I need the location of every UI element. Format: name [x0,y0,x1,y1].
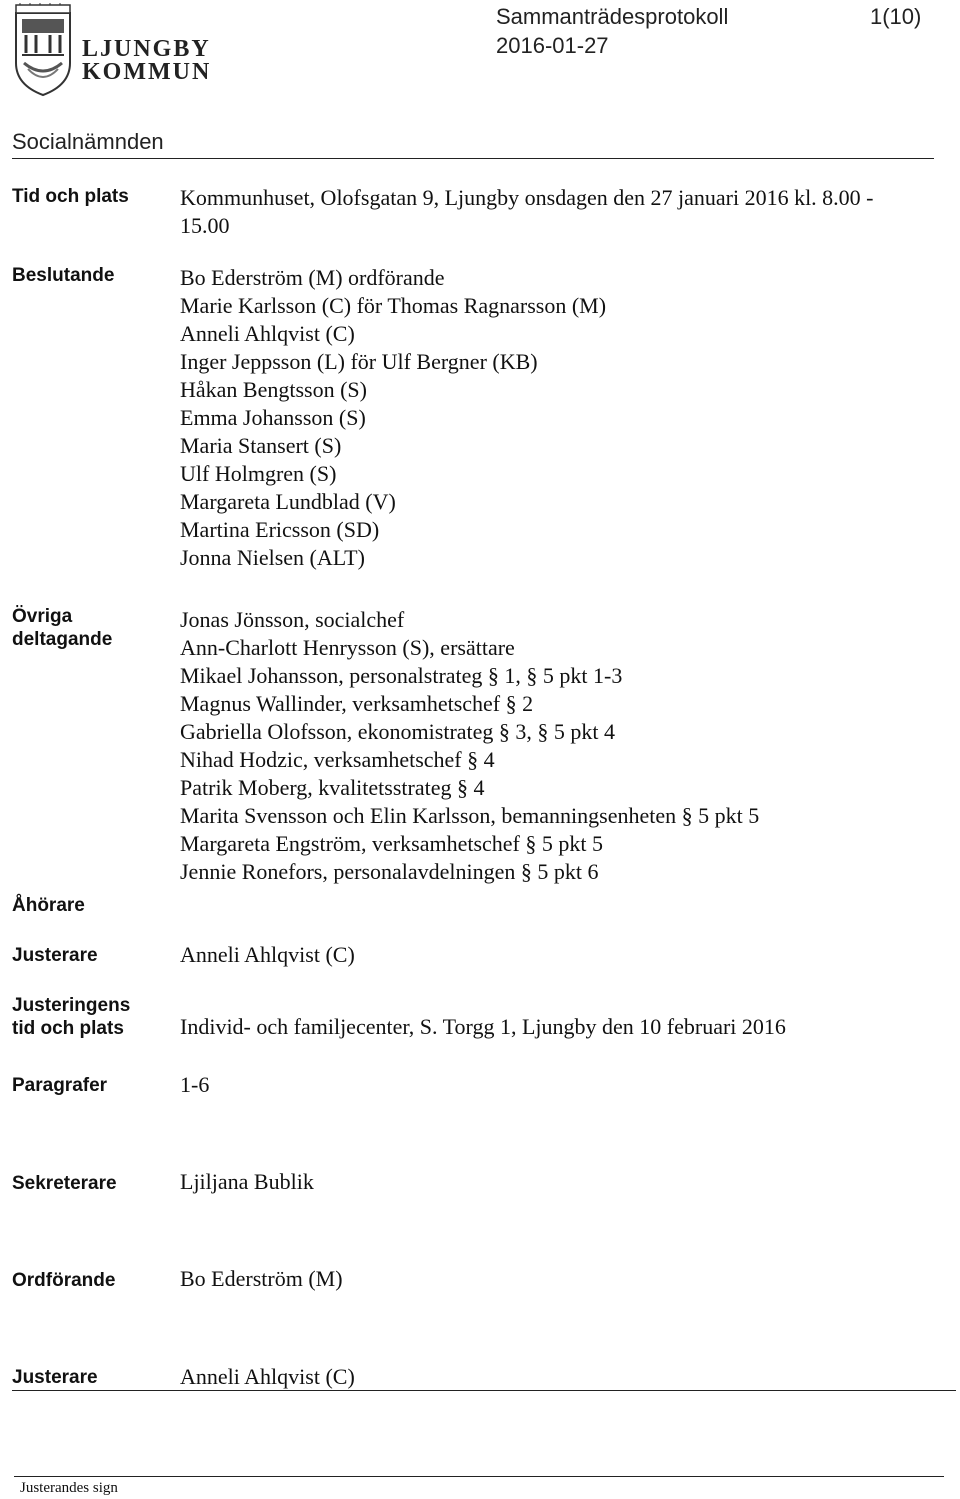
other-participant: Jennie Ronefors, personalavdelningen § 5 pkt 6 [180,859,599,884]
place-label: Tid och plats [12,186,129,207]
deciding-member: Inger Jeppsson (L) för Ulf Bergner (KB) [180,349,538,374]
other-participant: Nihad Hodzic, verksamhetschef § 4 [180,747,495,772]
deciding-label: Beslutande [12,265,115,286]
footer-divider [14,1476,944,1477]
deciding-member: Martina Ericsson (SD) [180,517,380,542]
adjust-time-label-line1: Justeringens [12,995,131,1016]
logo-text-line1: LJUNGBY [82,36,211,62]
committee-name: Socialnämnden [12,129,164,154]
place-line1: Kommunhuset, Olofsgatan 9, Ljungby onsdagen den 27 januari 2016 kl. 8.00 - [180,185,874,210]
document-type: Sammanträdesprotokoll [496,4,729,29]
other-participant: Patrik Moberg, kvalitetsstrateg § 4 [180,775,485,800]
others-label-line2: deltagande [12,629,113,650]
deciding-member: Emma Johansson (S) [180,405,366,430]
signature-adjuster-name: Anneli Ahlqvist (C) [180,1364,355,1389]
logo-text-line2: KOMMUN [82,59,212,85]
adjuster-label: Justerare [12,945,98,966]
secretary-name: Ljiljana Bublik [180,1169,314,1194]
other-participant: Margareta Engström, verksamhetschef § 5 pkt 5 [180,831,603,856]
deciding-member: Bo Ederström (M) ordförande [180,265,445,290]
adjust-time-value: Individ- och familjecenter, S. Torgg 1, Ljungby den 10 februari 2016 [180,1014,786,1039]
other-participant: Gabriella Olofsson, ekonomistrateg § 3, § 5 pkt 4 [180,719,616,744]
other-participant: Ann-Charlott Henrysson (S), ersättare [180,635,515,660]
deciding-member: Ulf Holmgren (S) [180,461,337,486]
adjuster-name: Anneli Ahlqvist (C) [180,942,355,967]
deciding-list [180,264,606,572]
other-participant: Magnus Wallinder, verksamhetschef § 2 [180,691,534,716]
page-number: 1(10) [870,4,922,29]
place-line2: 15.00 [180,213,230,238]
footer-sign-label: Justerandes sign [20,1480,118,1496]
chair-name: Bo Ederström (M) [180,1266,343,1291]
municipality-logo [12,3,214,99]
meeting-date: 2016-01-27 [496,33,609,58]
signature-adjuster-label: Justerare [12,1367,98,1388]
deciding-member: Marie Karlsson (C) för Thomas Ragnarsson (M) [180,293,607,318]
other-participant: Mikael Johansson, personalstrateg § 1, § 5 pkt 1-3 [180,663,623,688]
adjust-time-label-line2: tid och plats [12,1018,124,1039]
paragraphs-value: 1-6 [180,1072,210,1097]
coat-of-arms-icon [12,3,74,97]
listeners-label: Åhörare [12,895,85,916]
header-divider [12,158,934,159]
others-list [180,606,759,886]
chair-label: Ordförande [12,1270,116,1291]
other-participant: Marita Svensson och Elin Karlsson, bemanningsenheten § 5 pkt 5 [180,803,760,828]
secretary-label: Sekreterare [12,1173,117,1194]
deciding-member: Maria Stansert (S) [180,433,342,458]
others-label-line1: Övriga [12,606,73,627]
deciding-member: Jonna Nielsen (ALT) [180,545,365,570]
signature-divider [12,1390,956,1391]
paragraphs-label: Paragrafer [12,1075,108,1096]
other-participant: Jonas Jönsson, socialchef [180,607,405,632]
deciding-member: Håkan Bengtsson (S) [180,377,367,402]
deciding-member: Margareta Lundblad (V) [180,489,396,514]
deciding-member: Anneli Ahlqvist (C) [180,321,355,346]
